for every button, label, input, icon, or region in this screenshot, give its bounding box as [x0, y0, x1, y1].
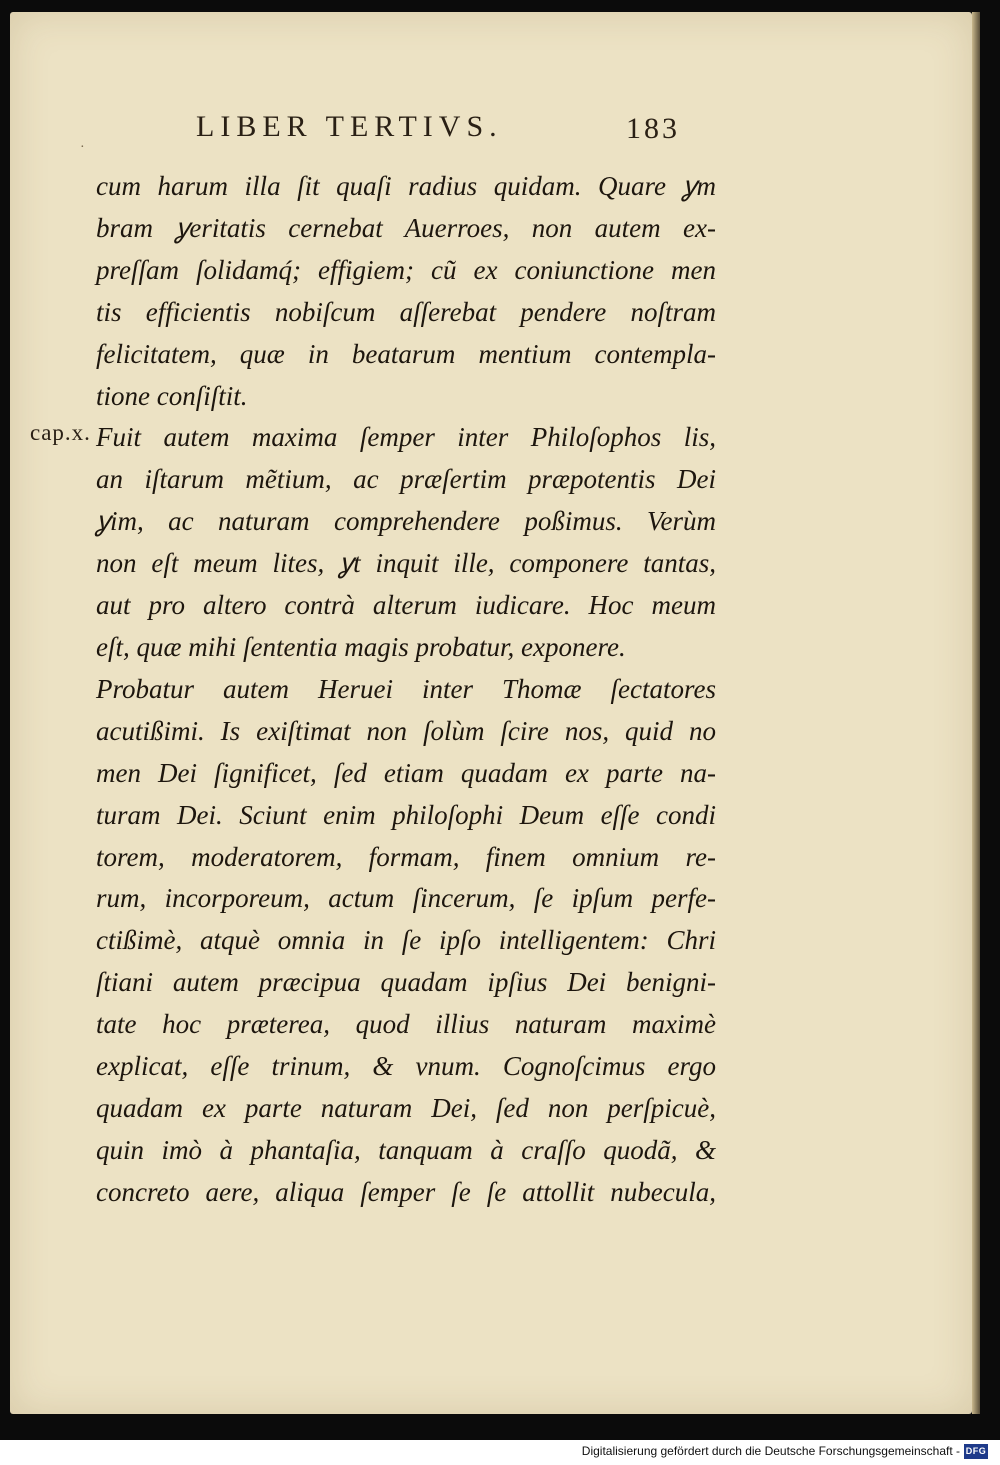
text-line: ctißimè, atquè omnia in ſe ipſo intelligentem: Chri — [96, 925, 716, 956]
text-line: ſtiani autem præcipua quadam ipſius Dei benigni- — [96, 967, 716, 998]
text-line: explicat, eſſe trinum, & vnum. Cognoſcimus ergo — [96, 1051, 716, 1082]
text-line: felicitatem, quæ in beatarum mentium contempla- — [96, 338, 716, 369]
page-number: 183 — [626, 112, 680, 145]
body-text — [96, 166, 716, 1214]
text-line: concreto aere, aliqua ſemper ſe ſe attollit nubecula, — [96, 1176, 716, 1207]
text-line: quadam ex parte naturam Dei, ſed non perſpicuè, — [96, 1092, 716, 1123]
digitization-footer — [0, 1440, 1000, 1465]
text-line: quin imò à phantaſia, tanquam à craſſo quodã, & — [96, 1134, 716, 1165]
marginal-note: cap.x. — [30, 420, 91, 445]
text-line: tis efficientis nobiſcum aſſerebat pendere noſtram — [96, 296, 716, 327]
text-line: aut pro altero contrà alterum iudicare. Hoc meum — [96, 590, 716, 621]
text-line: an iſtarum mẽtium, ac præſertim præpotentis Dei — [96, 464, 716, 495]
text-line: tione conſiſtit. — [96, 380, 248, 411]
funding-credit: Digitalisierung gefördert durch die Deutsche Forschungsgemeinschaft - — [581, 1444, 960, 1458]
margin-dot: · — [80, 140, 85, 155]
text-line: torem, moderatorem, formam, finem omnium re- — [96, 841, 716, 872]
text-line: Probatur autem Heruei inter Thomæ ſectatores — [96, 673, 716, 704]
dfg-logo-icon: DFG — [964, 1444, 988, 1459]
running-head: LIBER TERTIVS. — [196, 110, 503, 143]
text-line: ỿim, ac naturam comprehendere poßimus. Verùm — [96, 506, 716, 537]
text-line: non eſt meum lites, ỿt inquit ille, componere tantas, — [96, 548, 716, 579]
text-line: Fuit autem maxima ſemper inter Philoſophos lis, — [96, 422, 716, 453]
text-line: bram ỿeritatis cernebat Auerroes, non autem ex- — [96, 212, 716, 243]
text-line: rum, incorporeum, actum ſincerum, ſe ipſum perfe- — [96, 883, 716, 914]
text-line: acutißimi. Is exiſtimat non ſolùm ſcire nos, quid no — [96, 715, 716, 746]
text-line: eſt, quæ mihi ſententia magis probatur, exponere. — [96, 631, 626, 662]
text-line: cum harum illa ſit quaſi radius quidam. Quare ỿm — [96, 171, 716, 201]
text-line: preſſam ſolidamq́; effigiem; cũ ex coniunctione men — [96, 254, 716, 285]
text-line: tate hoc præterea, quod illius naturam maximè — [96, 1009, 716, 1040]
text-line: men Dei ſignificet, ſed etiam quadam ex parte na- — [96, 757, 716, 788]
text-line: turam Dei. Sciunt enim philoſophi Deum eſſe condi — [96, 799, 716, 830]
